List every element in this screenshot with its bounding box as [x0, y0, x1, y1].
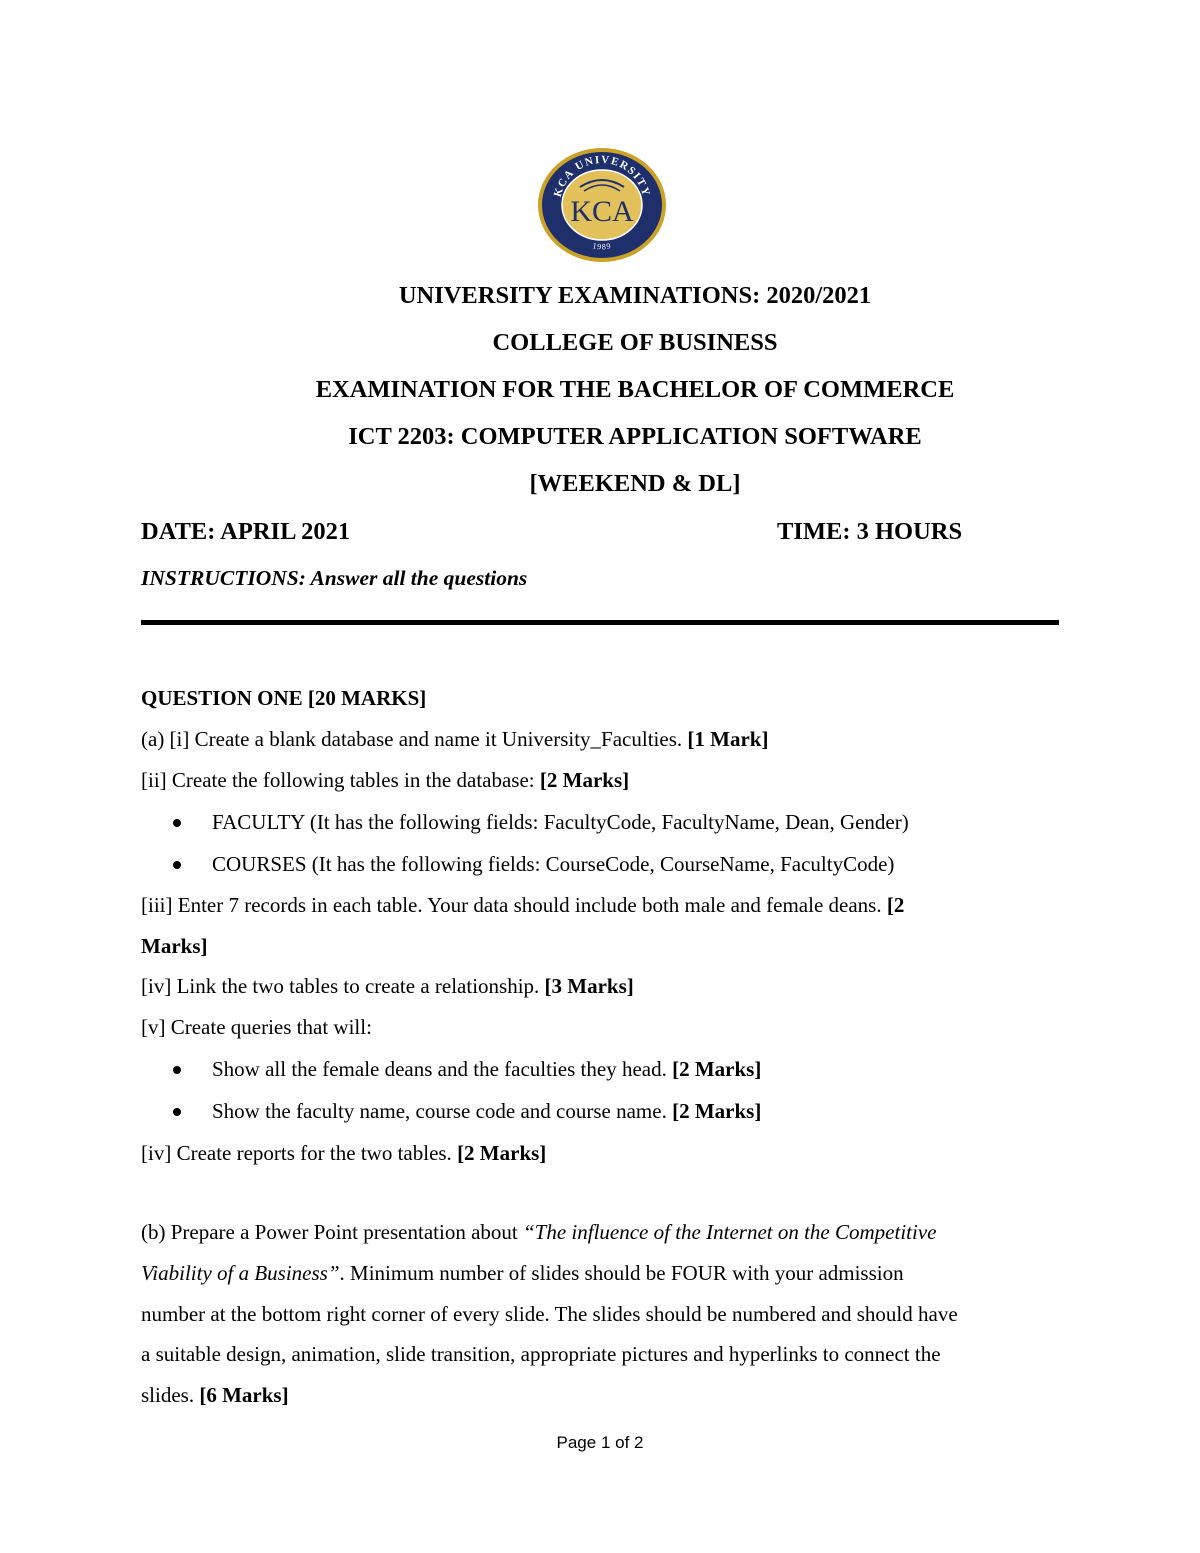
question-a-iv-reports: [iv] Create reports for the two tables. [2 Marks]: [141, 1141, 547, 1165]
question-b-line: Viability of a Business”. Minimum number of slides should be FOUR with your admission: [141, 1261, 904, 1285]
question-b-line: slides. [6 Marks]: [141, 1383, 289, 1407]
instructions: INSTRUCTIONS: Answer all the questions: [141, 566, 528, 590]
kca-university-logo: [536, 147, 668, 263]
page-number: Page 1 of 2: [556, 1433, 644, 1452]
logo-monogram: KCA: [570, 195, 634, 228]
college-heading: COLLEGE OF BUSINESS: [492, 329, 778, 356]
question-a-i: (a) [i] Create a blank database and name it University_Faculties. [1 Mark]: [141, 727, 769, 751]
question-a-iv: [iv] Link the two tables to create a relationship. [3 Marks]: [141, 974, 634, 998]
question-a-v: [v] Create queries that will:: [141, 1015, 372, 1039]
question-a-iii: [iii] Enter 7 records in each table. Your data should include both male and female deans. [2: [141, 893, 905, 917]
question-a-ii: [ii] Create the following tables in the database: [2 Marks]: [141, 768, 630, 792]
exam-session-heading: UNIVERSITY EXAMINATIONS: 2020/2021: [398, 282, 872, 309]
horizontal-rule: [141, 620, 1059, 625]
question-b-line: number at the bottom right corner of every slide. The slides should be numbered and should have: [141, 1302, 958, 1326]
logo-ring-text: KCA UNIVERSITY: [551, 153, 653, 199]
mode-heading: [WEEKEND & DL]: [529, 470, 741, 497]
bullet-icon: [173, 1066, 181, 1074]
question-b-line: (b) Prepare a Power Point presentation about “The influence of the Internet on the Competitive: [141, 1220, 937, 1244]
bullet-icon: [173, 1108, 181, 1116]
exam-date: DATE: APRIL 2021: [141, 518, 351, 545]
degree-heading: EXAMINATION FOR THE BACHELOR OF COMMERCE: [315, 376, 955, 403]
bullet-icon: [173, 861, 181, 869]
logo-year: 1989: [591, 241, 613, 252]
exam-page: KCA UNIVERSITY 1989 KCA UNIVERSITY EXAMINATIONS: 2020/2021 COLLEGE OF BUSINESS EXAMINATION FOR THE BACHELOR OF COMMERCE ICT 2203: COMPUTER APPLICATION SOFTWARE [WEEKEND & DL] DATE: APRIL 2021 TIME: 3 HOURS INSTRUCTIONS: Answer all the questions QUESTION ONE [20 MARKS] (a) [i] Create a blank database and name it University_Faculties. [1 Mark] [ii] Create the following tables in the database: [2 Marks] FACULTY (It has the following fields: FacultyCode, FacultyName, Dean, Gender) COURSES (It has the following fields: CourseCode, CourseName, FacultyCode) [iii] Enter 7 records in each table. Your data should include both male and female deans. [2 Marks] [iv] Link the two tables to create a relationship. [3 Marks] [v] Create queries that will: Show all the female deans and the faculties they head. [2 Marks] Show the faculty name, course code and course name. [2 Marks] [iv] Create reports for the two tables. [2 Marks] (b) Prepare a Power Point presentation about “The influence of the Internet on the Competitive Viability of a Business”. Minimum number of slides should be FOUR with your admission number at the bottom right corner of every slide. The slides should be numbered and should have a suitable design, animation, slide transition, appropriate pictures and hyperlinks to connect the slides. [6 Marks] Page 1 of 2: [0, 0, 1200, 1553]
question-b-line: a suitable design, animation, slide transition, appropriate pictures and hyperlinks to connect the: [141, 1342, 941, 1366]
exam-time: TIME: 3 HOURS: [777, 518, 963, 545]
bullet-icon: [173, 819, 181, 827]
question-a-iii-marks: Marks]: [141, 934, 208, 958]
course-heading: ICT 2203: COMPUTER APPLICATION SOFTWARE: [348, 423, 922, 450]
question-title: QUESTION ONE [20 MARKS]: [141, 686, 427, 710]
